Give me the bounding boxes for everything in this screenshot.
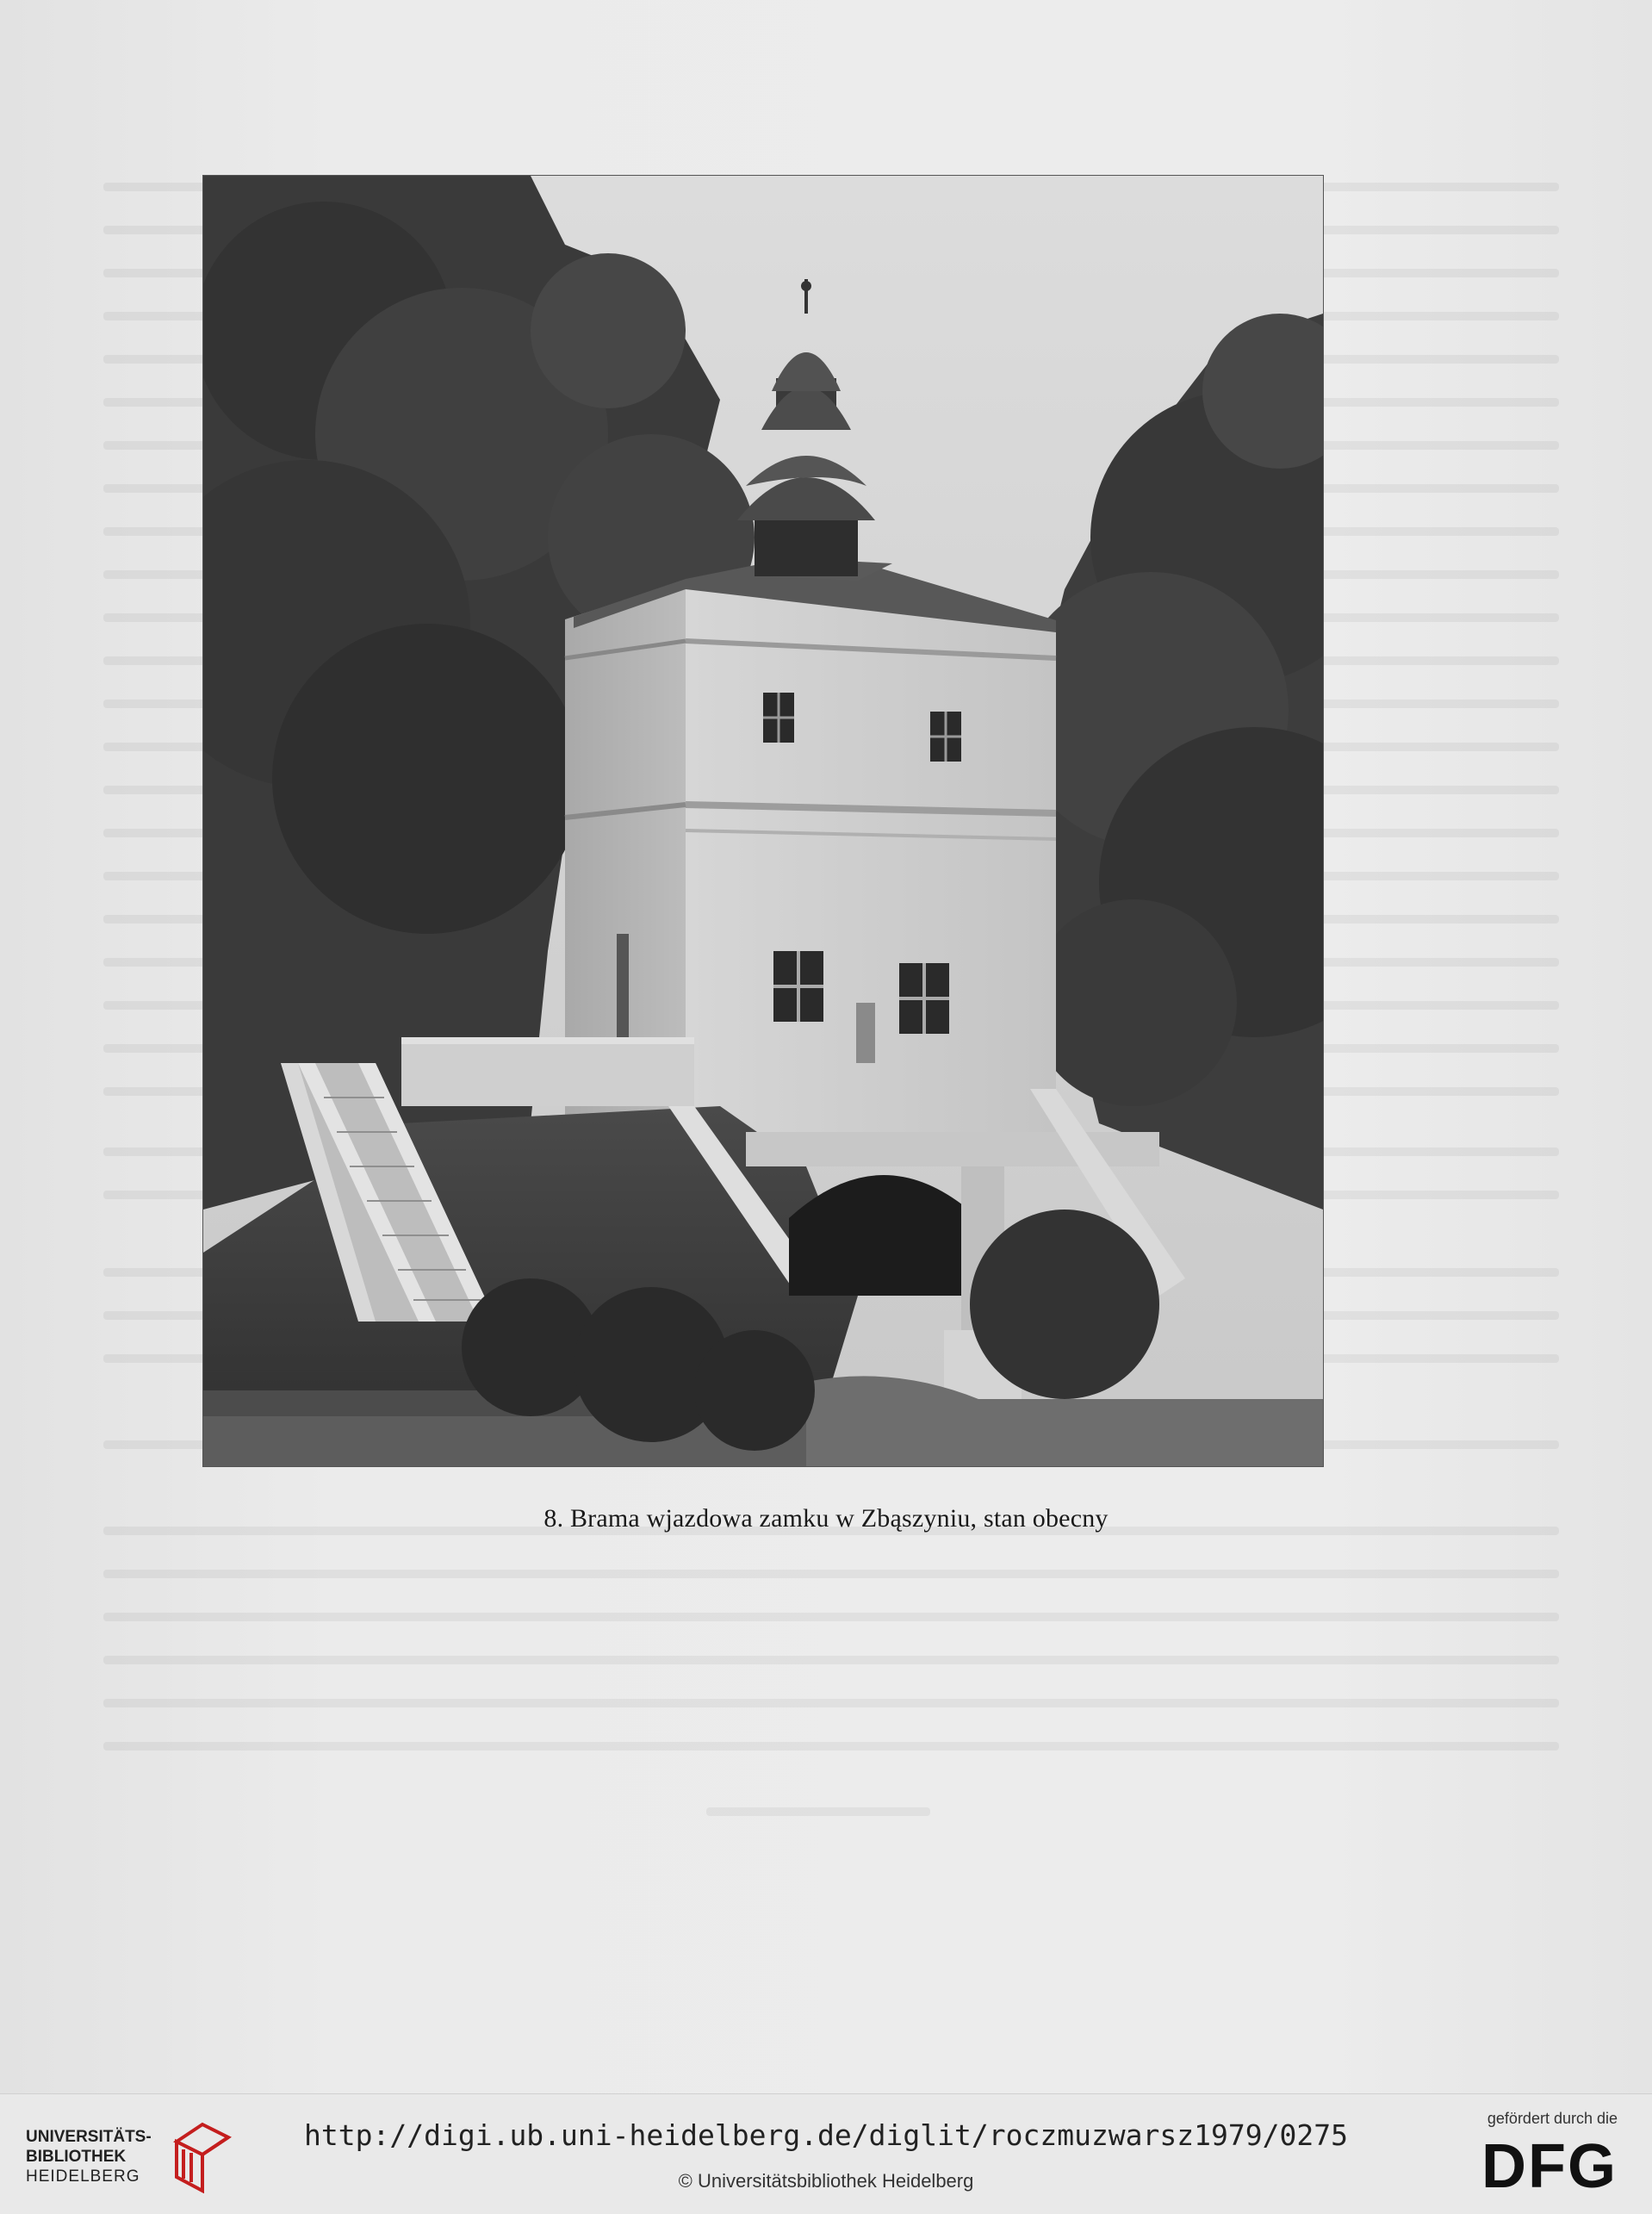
logo-line-3: HEIDELBERG bbox=[26, 2167, 140, 2186]
bleed-through-line bbox=[103, 1656, 1559, 1664]
copyright-notice: © Universitätsbibliothek Heidelberg bbox=[678, 2170, 974, 2192]
source-url-link[interactable]: http://digi.ub.uni-heidelberg.de/diglit/roczmuzwarsz1979/0275 bbox=[304, 2118, 1348, 2152]
bleed-through-line bbox=[103, 1613, 1559, 1621]
logo-line-2: BIBLIOTHEK bbox=[26, 2148, 127, 2166]
dfg-funder-logo[interactable] bbox=[1454, 2110, 1618, 2205]
digitization-footer bbox=[0, 2093, 1652, 2214]
bleed-through-line bbox=[103, 1699, 1559, 1707]
bleed-through-line bbox=[103, 1570, 1559, 1578]
funder-label: gefördert durch die bbox=[1487, 2110, 1618, 2127]
figure-caption: 8. Brama wjazdowa zamku w Zbąszyniu, stan obecny bbox=[543, 1504, 1109, 1533]
logo-line-1: UNIVERSITÄTS- bbox=[26, 2128, 152, 2146]
side-wall bbox=[401, 1037, 694, 1106]
bleed-through-line bbox=[706, 1807, 930, 1816]
castle-gate-photo bbox=[203, 176, 1323, 1466]
funder-name: DFG bbox=[1481, 2132, 1618, 2201]
bleed-through-line bbox=[103, 1742, 1559, 1751]
